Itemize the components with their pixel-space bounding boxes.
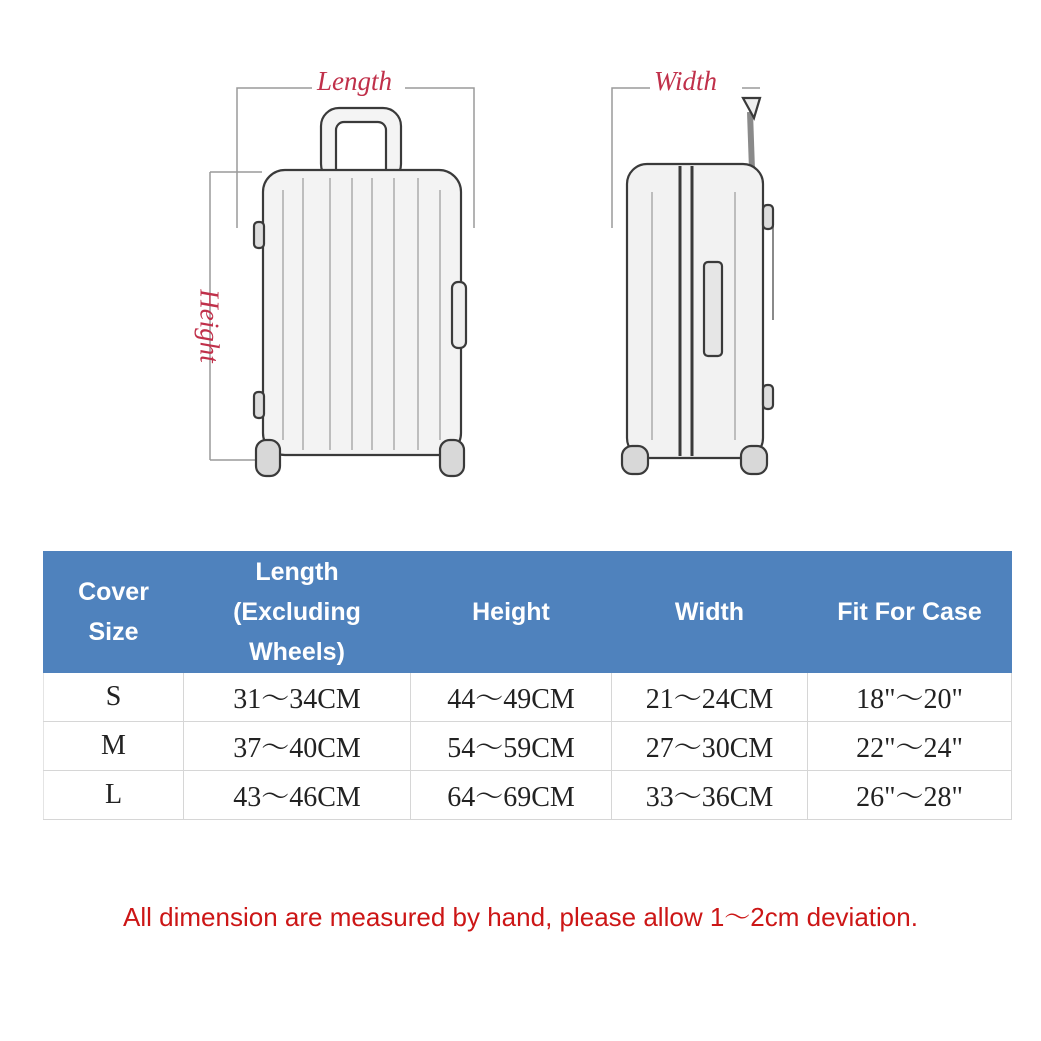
table-row bbox=[44, 722, 1012, 771]
header-height: Height bbox=[411, 552, 612, 673]
cell-length: 37～40CM bbox=[184, 722, 411, 771]
width-label: Width bbox=[654, 66, 718, 96]
cell-length: 31～34CM bbox=[184, 673, 411, 722]
cell-width: 27～30CM bbox=[612, 722, 808, 771]
cell-length: 43～46CM bbox=[184, 771, 411, 820]
cell-height: 44～49CM bbox=[411, 673, 612, 722]
table-row bbox=[44, 771, 1012, 820]
luggage-diagram bbox=[0, 0, 1041, 500]
suitcase-side bbox=[622, 98, 773, 474]
cell-size: M bbox=[44, 722, 184, 771]
height-label: Height bbox=[194, 289, 225, 363]
header-fit-for-case: Fit For Case bbox=[808, 552, 1012, 673]
cell-fit: 18"～20" bbox=[808, 673, 1012, 722]
header-cover-size: Cover Size bbox=[44, 552, 184, 673]
suitcase-front bbox=[254, 108, 466, 476]
cell-fit: 22"～24" bbox=[808, 722, 1012, 771]
cell-size: L bbox=[44, 771, 184, 820]
measurement-note: All dimension are measured by hand, please allow 1～2cm deviation. bbox=[123, 902, 918, 932]
table-header-row bbox=[44, 552, 1012, 673]
table-row bbox=[44, 673, 1012, 722]
cell-width: 33～36CM bbox=[612, 771, 808, 820]
cell-fit: 26"～28" bbox=[808, 771, 1012, 820]
length-label: Length bbox=[317, 66, 393, 96]
cell-size: S bbox=[44, 673, 184, 722]
header-width: Width bbox=[612, 552, 808, 673]
cell-height: 64～69CM bbox=[411, 771, 612, 820]
header-length: Length (Excluding Wheels) bbox=[184, 552, 411, 673]
cell-width: 21～24CM bbox=[612, 673, 808, 722]
cell-height: 54～59CM bbox=[411, 722, 612, 771]
luggage-illustration bbox=[0, 0, 1041, 500]
size-table bbox=[43, 551, 1012, 820]
